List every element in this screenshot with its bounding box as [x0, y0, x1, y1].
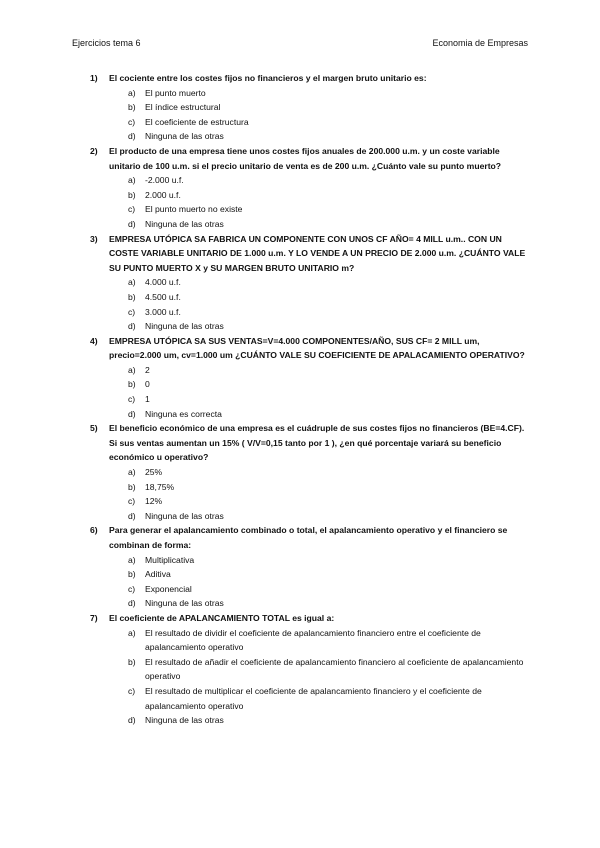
answer-option [128, 115, 528, 130]
option-letter: c) [128, 306, 136, 317]
answer-options [128, 626, 528, 728]
option-letter: b) [128, 481, 136, 492]
option-text: Ninguna de las otras [145, 715, 224, 726]
option-text: El índice estructural [145, 102, 221, 113]
answer-options [128, 86, 528, 144]
option-letter: a) [128, 364, 136, 375]
answer-option [128, 494, 528, 509]
option-text: El coeficiente de estructura [145, 116, 249, 127]
option-text: Multiplicativa [145, 554, 195, 565]
answer-option [128, 173, 528, 188]
question-row [90, 232, 528, 276]
option-text: 0 [145, 379, 150, 390]
question-row [90, 334, 528, 363]
option-text: 4.500 u.f. [145, 291, 181, 302]
question-block [90, 334, 528, 422]
option-letter: b) [128, 102, 136, 113]
option-letter: c) [128, 116, 136, 127]
answer-option [128, 480, 528, 495]
option-text: Ninguna de las otras [145, 131, 224, 142]
option-text: El punto muerto no existe [145, 204, 243, 215]
option-text: 25% [145, 467, 163, 478]
option-letter: d) [128, 715, 136, 726]
option-letter: d) [128, 218, 136, 229]
answer-option [128, 407, 528, 422]
question-number: 1) [90, 73, 98, 83]
option-letter: b) [128, 379, 136, 390]
option-text: Ninguna de las otras [145, 598, 224, 609]
answer-option [128, 290, 528, 305]
option-text: Aditiva [145, 569, 171, 580]
question-block [90, 232, 528, 334]
option-letter: b) [128, 189, 136, 200]
question-text: EMPRESA UTÓPICA SA FABRICA UN COMPONENTE CON UNOS CF AÑO= 4 MILL u.m.. CON UN COSTE VARIABLE UNITARIO DE 1.000 u.m. Y LO VENDE A UN PRECIO DE 2.000 u.m. ¿CUÁNTO VALE SU PUNTO MUERTO X y SU MARGEN BRUTO UNITARIO m? [109, 233, 526, 273]
option-text: Exponencial [145, 583, 192, 594]
option-letter: c) [128, 394, 136, 405]
option-text: Ninguna de las otras [145, 510, 224, 521]
answer-options [128, 173, 528, 231]
option-letter: b) [128, 569, 136, 580]
option-text: El resultado de multiplicar el coeficiente de apalancamiento financiero y el coeficiente de apalancamiento operativo [145, 685, 482, 711]
option-letter: c) [128, 496, 136, 507]
answer-option [128, 363, 528, 378]
question-row [90, 71, 528, 86]
answer-option [128, 509, 528, 524]
option-letter: d) [128, 408, 136, 419]
answer-option [128, 377, 528, 392]
answer-option [128, 305, 528, 320]
option-text: 4.000 u.f. [145, 277, 181, 288]
answer-option [128, 553, 528, 568]
answer-option [128, 86, 528, 101]
option-text: Ninguna de las otras [145, 321, 224, 332]
answer-option [128, 713, 528, 728]
option-letter: d) [128, 321, 136, 332]
answer-option [128, 626, 528, 655]
option-letter: c) [128, 685, 136, 696]
answer-options [128, 275, 528, 333]
option-text: Ninguna de las otras [145, 218, 224, 229]
answer-options [128, 465, 528, 523]
question-number: 5) [90, 423, 98, 434]
question-number: 3) [90, 233, 98, 244]
answer-option [128, 275, 528, 290]
answer-option [128, 392, 528, 407]
option-letter: a) [128, 277, 136, 288]
question-number: 2) [90, 145, 98, 156]
question-row [90, 523, 528, 552]
option-text: Ninguna es correcta [145, 408, 222, 419]
answer-option [128, 217, 528, 232]
question-text: Para generar el apalancamiento combinado o total, el apalancamiento operativo y el financiero se combinan de forma: [109, 525, 508, 550]
question-row [90, 144, 528, 173]
option-text: 18,75% [145, 481, 175, 492]
answer-option [128, 655, 528, 684]
option-letter: a) [128, 627, 136, 638]
answer-option [128, 567, 528, 582]
option-letter: c) [128, 583, 136, 594]
page-header-left: Ejercicios tema 6 [72, 38, 141, 48]
question-number: 4) [90, 335, 98, 346]
answer-option [128, 596, 528, 611]
question-block [90, 144, 528, 232]
answer-options [128, 363, 528, 421]
option-letter: d) [128, 510, 136, 521]
option-letter: a) [128, 554, 136, 565]
option-text: El resultado de añadir el coeficiente de apalancamiento financiero al coeficiente de apalancamiento operativo [145, 656, 524, 682]
question-text: El cociente entre los costes fijos no financieros y el margen bruto unitario es: [109, 73, 427, 83]
option-text: -2.000 u.f. [145, 175, 184, 186]
option-letter: d) [128, 131, 136, 142]
option-letter: d) [128, 598, 136, 609]
answer-option [128, 129, 528, 144]
question-text: El beneficio económico de una empresa es el cuádruple de sus costes fijos no financieros (BE=4.CF). Si sus ventas aumentan un 15% ( V/V=0,15 tanto por 1 ), ¿en qué porcentaje variará su beneficio económico u operativo? [109, 423, 525, 463]
question-row [90, 421, 528, 465]
answer-option [128, 465, 528, 480]
option-text: 1 [145, 394, 150, 405]
option-letter: a) [128, 175, 136, 186]
option-text: 2 [145, 364, 150, 375]
option-text: 2.000 u.f. [145, 189, 181, 200]
option-letter: a) [128, 467, 136, 478]
answer-options [128, 553, 528, 611]
question-list [90, 71, 528, 728]
answer-option [128, 684, 528, 713]
question-text: EMPRESA UTÓPICA SA SUS VENTAS=V=4.000 COMPONENTES/AÑO, SUS CF= 2 MILL um, precio=2.000 um, cv=1.000 um ¿CUÁNTO VALE SU COEFICIENTE DE APALACAMIENTO OPERATIVO? [109, 335, 525, 361]
option-text: El resultado de dividir el coeficiente de apalancamiento financiero entre el coeficiente de apalancamiento operativo [145, 627, 481, 653]
answer-option [128, 319, 528, 334]
question-number: 7) [90, 612, 98, 623]
page-header-right: Economia de Empresas [432, 38, 528, 48]
option-letter: c) [128, 204, 136, 215]
question-block [90, 71, 528, 144]
answer-option [128, 202, 528, 217]
question-block [90, 421, 528, 523]
question-block [90, 523, 528, 611]
question-text: El producto de una empresa tiene unos costes fijos anuales de 200.000 u.m. y un coste variable unitario de 100 u.m. si el precio unitario de venta es de 200 u.m. ¿Cuánto vale su punto muerto? [109, 145, 502, 171]
option-letter: b) [128, 291, 136, 302]
option-text: El punto muerto [145, 87, 206, 98]
question-block [90, 611, 528, 728]
answer-option [128, 188, 528, 203]
answer-option [128, 100, 528, 115]
question-row [90, 611, 528, 626]
answer-option [128, 582, 528, 597]
question-text: El coeficiente de APALANCAMIENTO TOTAL es igual a: [109, 612, 335, 623]
question-number: 6) [90, 525, 98, 536]
option-letter: a) [128, 87, 136, 98]
option-text: 3.000 u.f. [145, 306, 181, 317]
option-letter: b) [128, 656, 136, 667]
option-text: 12% [145, 496, 163, 507]
